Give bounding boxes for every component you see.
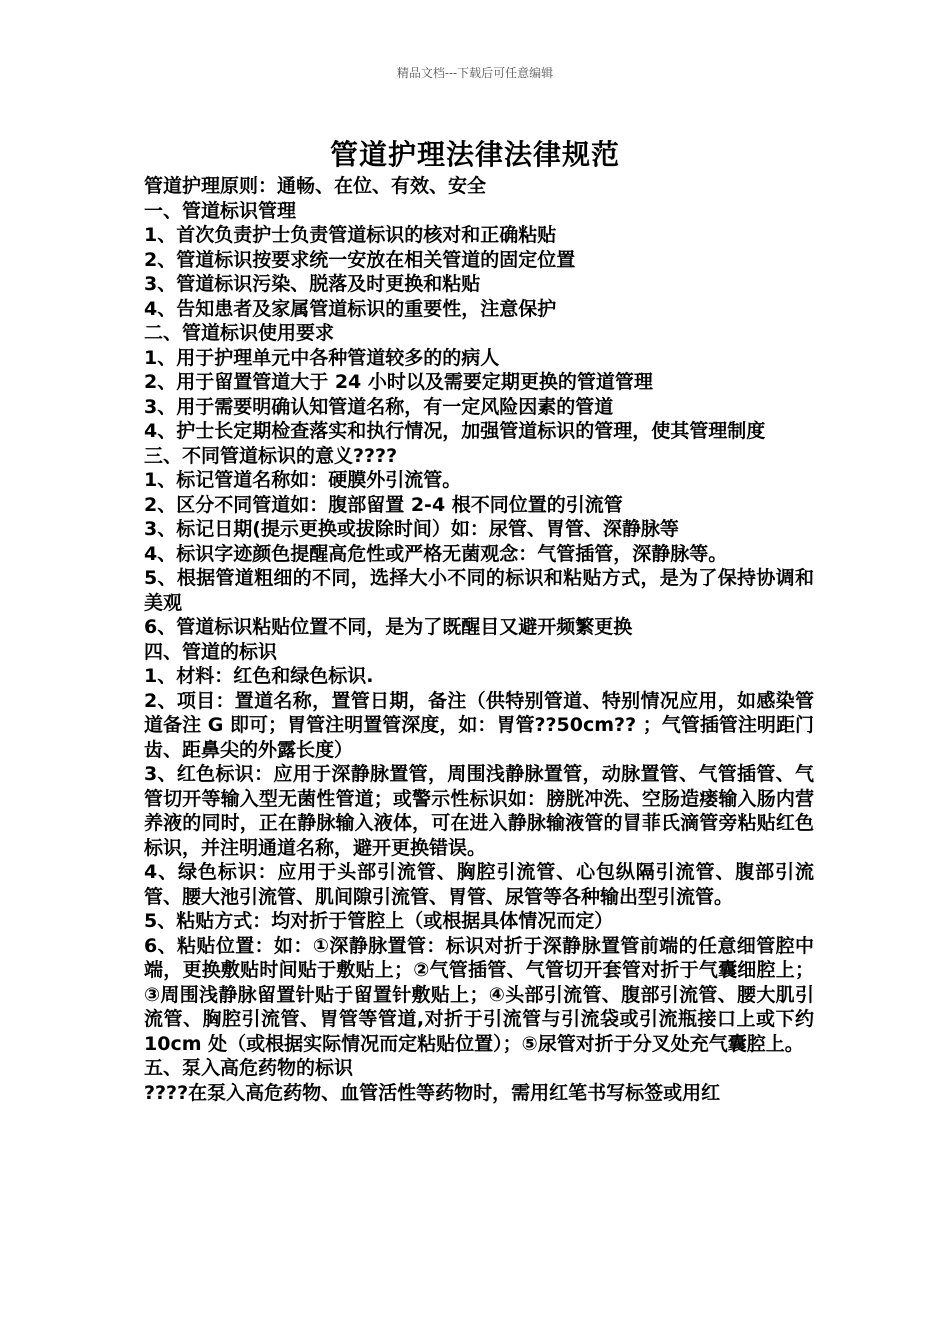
list-item: 5、根据管道粗细的不同，选择大小不同的标识和粘贴方式，是为了保持协调和美观 [144,567,814,614]
list-item: 4、护士长定期检查落实和执行情况，加强管道标识的管理，使其管理制度 [144,420,766,442]
document-body [144,174,814,1105]
header-note: 精品文档---下载后可任意编辑 [396,66,554,80]
section-heading-2: 二、管道标识使用要求 [144,322,335,344]
section-heading-4: 四、管道的标识 [144,640,278,663]
list-item: 5、粘贴方式：均对折于管腔上（或根据具体情况而定） [144,910,614,932]
list-item: 2、项目：置道名称，置管日期，备注（供特别管道、特别情况应用，如感染管道备注 G 即可；胃管注明置管深度，如：胃管??50cm?? ；气管插管注明距门齿、距鼻尖的外露长度） [144,689,814,761]
list-item: 1、标记管道名称如：硬膜外引流管。 [144,469,462,491]
paragraph-principle: 管道护理原则：通畅、在位、有效、安全 [144,175,487,197]
paragraph: ????在泵入高危药物、血管活性等药物时，需用红笔书写标签或用红 [144,1081,721,1104]
list-item: 3、标记日期(提示更换或拔除时间）如：尿管、胃管、深静脉等 [144,518,679,540]
list-item: 4、绿色标识：应用于头部引流管、胸腔引流管、心包纵隔引流管、腹部引流管、腰大池引流管、肌间隙引流管、胃管、尿管等各种输出型引流管。 [144,861,814,908]
list-item: 6、管道标识粘贴位置不同，是为了既醒目又避开频繁更换 [144,616,633,638]
list-item: 3、红色标识：应用于深静脉置管，周围浅静脉置管，动脉置管、气管插管、气管切开等输入型无菌性管道；或警示性标识如：膀胱冲洗、空肠造瘘输入肠内营养液的同时，正在静脉输入液体，可在进入静脉输液管的冒菲氏滴管旁粘贴红色标识，并注明通道名称，避开更换错误。 [144,763,814,859]
list-item: 4、告知患者及家属管道标识的重要性，注意保护 [144,297,557,320]
document-title: 管道护理法律法律规范 [329,138,620,171]
section-heading-5: 五、泵入高危药物的标识 [144,1057,354,1079]
list-item: 3、管道标识污染、脱落及时更换和粘贴 [144,273,481,295]
list-item: 6、粘贴位置：如：①深静脉置管：标识对折于深静脉置管前端的任意细管腔中端，更换敷贴时间贴于敷贴上；②气管插管、气管切开套管对折于气囊细腔上；③周围浅静脉留置针贴于留置针敷贴上；④头部引流管、腹部引流管、腰大肌引流管、胸腔引流管、胃管等管道,对折于引流管与引流袋或引流瓶接口上或下约 10cm 处（或根据实际情况而定粘贴位置）；⑤尿管对折于分叉处充气囊腔上。 [144,934,814,1055]
list-item: 4、标识字迹颜色提醒高危性或严格无菌观念：气管插管，深静脉等。 [144,542,728,565]
list-item: 3、用于需要明确认知管道名称，有一定风险因素的管道 [144,395,614,418]
section-heading-1: 一、管道标识管理 [144,199,297,222]
list-item: 1、首次负责护士负责管道标识的核对和正确粘贴 [144,224,557,246]
list-item: 1、用于护理单元中各种管道较多的的病人 [144,346,500,369]
list-item: 1、材料：红色和绿色标识. [144,665,374,687]
section-heading-3: 三、不同管道标识的意义???? [144,444,398,467]
list-item: 2、区分不同管道如：腹部留置 2-4 根不同位置的引流管 [144,493,623,516]
list-item: 2、用于留置管道大于 24 小时以及需要定期更换的管道管理 [144,371,653,393]
list-item: 2、管道标识按要求统一安放在相关管道的固定位置 [144,248,576,271]
